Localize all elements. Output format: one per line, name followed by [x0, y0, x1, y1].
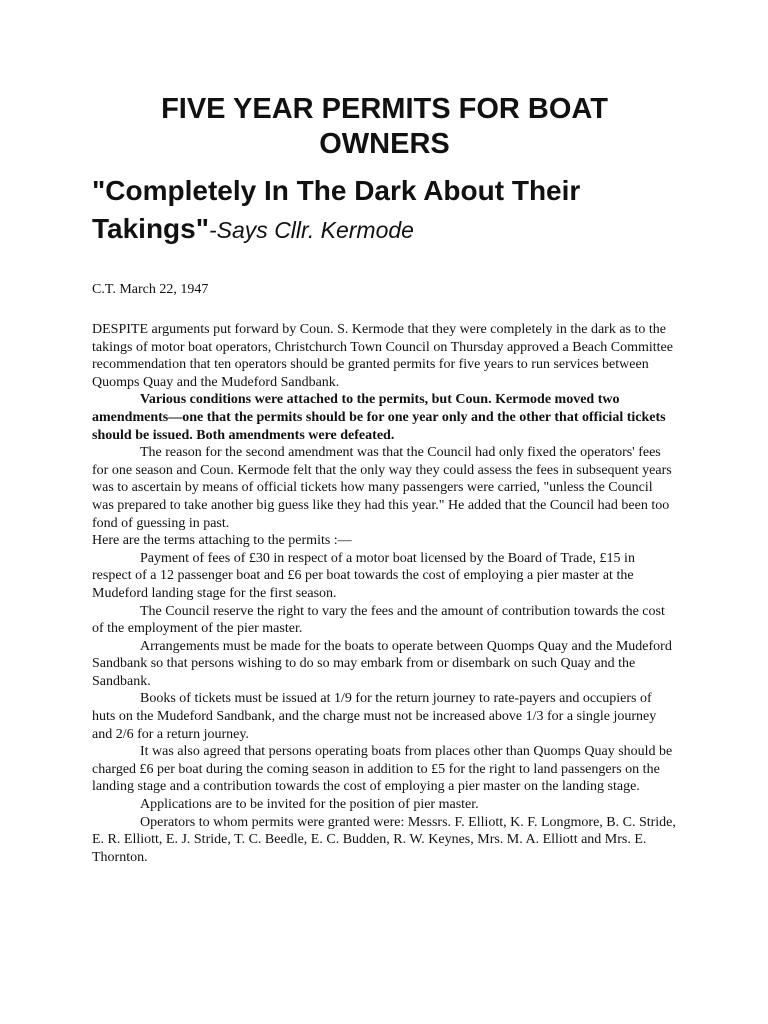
article-body — [92, 321, 677, 866]
paragraph-reason: The reason for the second amendment was that the Council had only fixed the operators' fees for one season and Coun. Kermode felt that the only way they could assess the fees in subsequent years was to ascertain by means of official tickets how many passengers were carried, "unless the Council was prepared to take another big guess like they had this year." He added that the Council had been too fond of guessing in past. — [92, 445, 672, 531]
article-page — [92, 92, 677, 866]
paragraph-amendments: Various conditions were attached to the permits, but Coun. Kermode moved two amendments—one that the permits should be for one year only and the other that official tickets should be issued. Both amendments were defeated. — [92, 392, 666, 443]
paragraph-intro: DESPITE arguments put forward by Coun. S. Kermode that they were completely in the dark as to the takings of motor boat operators, Christchurch Town Council on Thursday approved a Beach Committee recommendation that ten operators should be granted permits for five years to run services between Quomps Quay and the Mudeford Sandbank. — [92, 322, 673, 390]
paragraph-other-operators: It was also agreed that persons operating boats from places other than Quomps Quay should be charged £6 per boat during the coming season in addition to £5 for the right to land passengers on the landing stage and a contribution towards the cost of employing a pier master on the landing stage. — [92, 744, 673, 795]
paragraph-tickets: Books of tickets must be issued at 1/9 for the return journey to rate-payers and occupiers of huts on the Mudeford Sandbank, and the charge must not be increased above 1/3 for a single journey and 2/6 for a return journey. — [92, 691, 657, 742]
subhead-quote: "Completely In The Dark About Their Takings" — [92, 175, 581, 244]
paragraph-arrangements: Arrangements must be made for the boats to operate between Quomps Quay and the Mudeford Sandbank so that persons wishing to do so may embark from or disembark on such Quay and the Sandbank. — [92, 638, 672, 689]
subhead-byline: -Says Cllr. Kermode — [209, 217, 414, 243]
article-subheadline — [92, 172, 677, 249]
paragraph-vary-fees: The Council reserve the right to vary the fees and the amount of contribution towards the cost of the employment of the pier master. — [92, 603, 665, 637]
paragraph-terms-intro: Here are the terms attaching to the permits :— — [92, 533, 352, 549]
paragraph-applications: Applications are to be invited for the position of pier master. — [140, 797, 479, 813]
article-headline: FIVE YEAR PERMITS FOR BOAT OWNERS — [161, 93, 608, 160]
article-dateline: C.T. March 22, 1947 — [92, 282, 209, 297]
paragraph-operators-list: Operators to whom permits were granted were: Messrs. F. Elliott, K. F. Longmore, B. C. Stride, E. R. Elliott, E. J. Stride, T. C. Beedle, E. C. Budden, R. W. Keynes, Mrs. M. A. Elliott and Mrs. E. Thornton. — [92, 814, 676, 865]
paragraph-fees: Payment of fees of £30 in respect of a motor boat licensed by the Board of Trade, £15 in respect of a 12 passenger boat and £6 per boat towards the cost of employing a pier master at the Mudeford landing stage for the first season. — [92, 550, 635, 601]
